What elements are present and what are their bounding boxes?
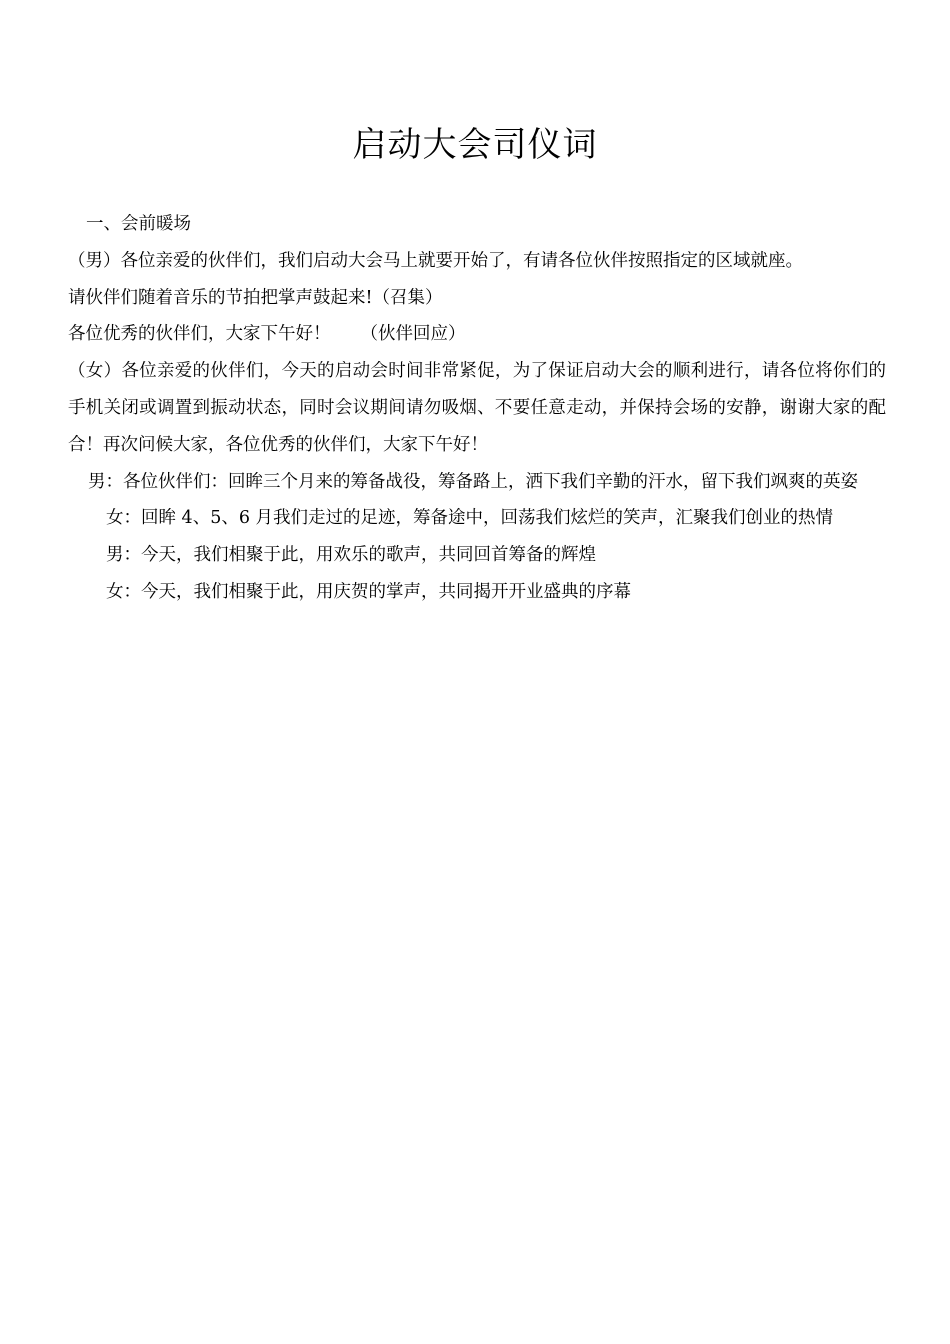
greeting-text: 各位优秀的伙伴们，大家下午好！ — [68, 324, 331, 345]
document-title: 启动大会司仪词 — [352, 125, 598, 165]
paragraph-male-today: 男：今天，我们相聚于此，用欢乐的歌声，共同回首筹备的辉煌 — [106, 545, 596, 566]
paragraph-female-today: 女：今天，我们相聚于此，用庆贺的掌声，共同揭开开业盛典的序幕 — [106, 581, 631, 602]
paragraph-female-review: 女：回眸 4、5、6 月我们走过的足迹，筹备途中，回荡我们炫烂的笑声，汇聚我们创业的热情 — [106, 508, 834, 529]
section-heading: 一、会前暖场 — [86, 214, 191, 234]
paragraph-male-review: 男：各位伙伴们：回眸三个月来的筹备战役，筹备路上，洒下我们辛勤的汗水，留下我们飒爽的英姿 — [88, 471, 858, 492]
paragraph-applause-call: 请伙伴们随着音乐的节拍把掌声鼓起来!（召集） — [68, 287, 443, 308]
greeting-response-note: （伙伴回应） — [360, 324, 466, 345]
document-body — [68, 206, 886, 611]
paragraph-greeting — [68, 316, 886, 353]
paragraph-male-intro: （男）各位亲爱的伙伴们，我们启动大会马上就要开始了，有请各位伙伴按照指定的区域就座。 — [68, 250, 803, 271]
paragraph-female-notice: （女）各位亲爱的伙伴们，今天的启动会时间非常紧促，为了保证启动大会的顺利进行，请各位将你们的手机关闭或调置到振动状态，同时会议期间请勿吸烟、不要任意走动，并保持会场的安静，谢谢大家的配合！再次问候大家，各位优秀的伙伴们，大家下午好！ — [68, 361, 886, 455]
